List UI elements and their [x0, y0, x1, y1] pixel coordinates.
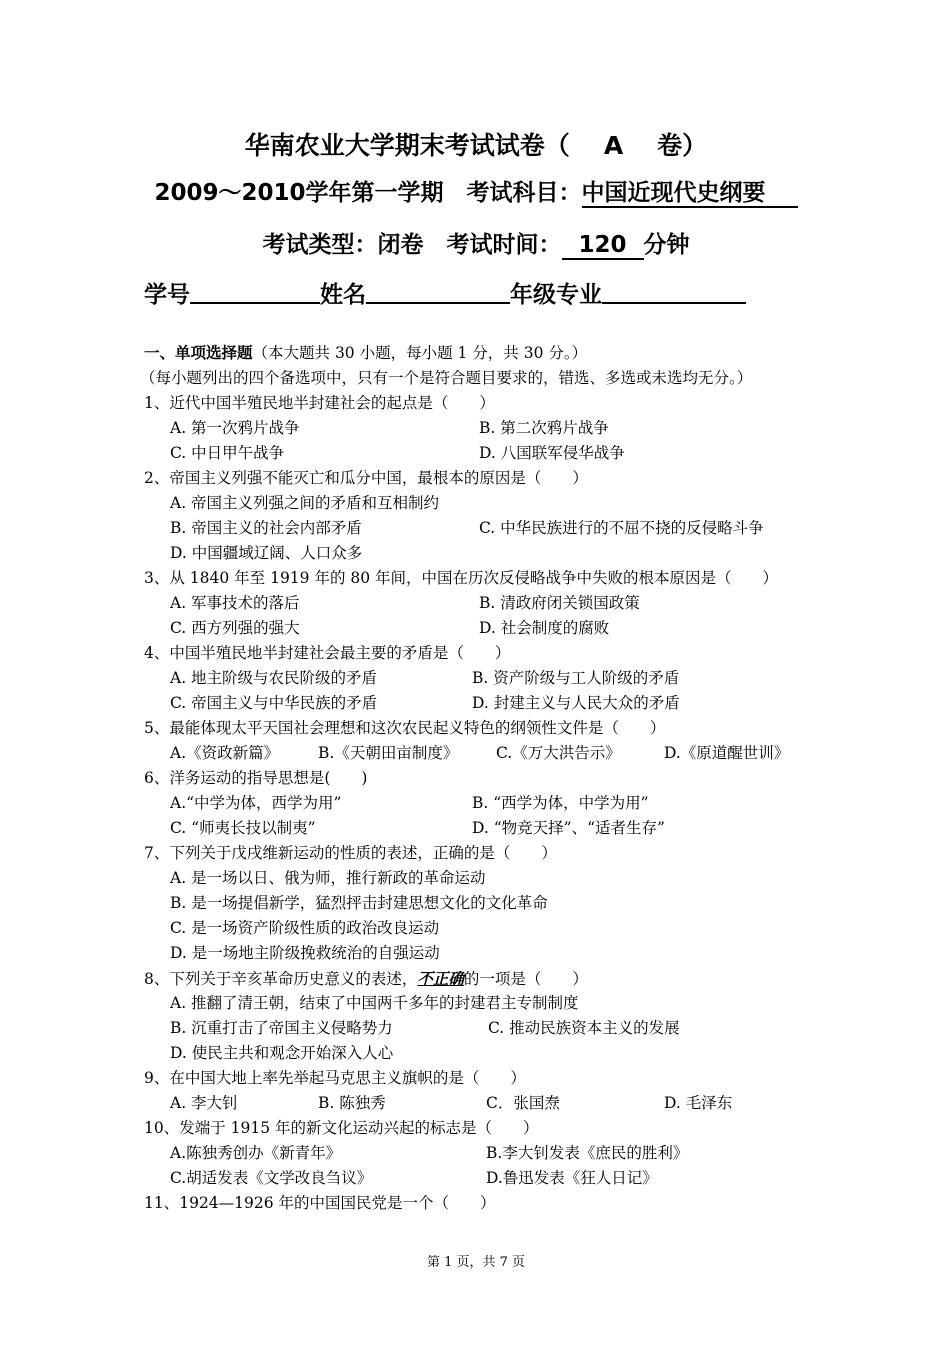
option-d: D.《原道醒世训》 — [664, 744, 790, 762]
exam-title — [0, 126, 952, 162]
option-c: C. 帝国主义与中华民族的矛盾 — [170, 694, 378, 712]
option-c: C. 中华民族进行的不屈不挠的反侵略斗争 — [479, 519, 764, 537]
time-unit: 分钟 — [643, 232, 690, 258]
option-a: A. 地主阶级与农民阶级的矛盾 — [170, 669, 378, 687]
question-stem: 11、1924—1926 年的中国国民党是一个（ ） — [144, 1194, 496, 1212]
section-heading — [144, 341, 587, 366]
option-d: D. 是一场地主阶级挽救统治的自强运动 — [170, 944, 440, 962]
option-d: D. 使民主共和观念开始深入人心 — [170, 1044, 394, 1062]
option-b: B. 是一场提倡新学，猛烈抨击封建思想文化的文化革命 — [170, 894, 548, 912]
term: 2009～2010学年第一学期 — [154, 180, 444, 206]
student-id-label: 学号 — [144, 282, 190, 308]
page-number: 第 1 页，共 7 页 — [426, 1255, 526, 1270]
subject-label: 考试科目： — [466, 180, 582, 206]
option-b: B.《天朝田亩制度》 — [318, 744, 459, 762]
option-a: A. 军事技术的落后 — [170, 594, 300, 612]
title-right: 卷） — [657, 131, 708, 160]
option-a: A. 推翻了清王朝，结束了中国两千多年的封建君主专制制度 — [170, 994, 579, 1012]
section-instructions: （每小题列出的四个备选项中，只有一个是符合题目要求的，错选、多选或未选均无分。） — [140, 369, 753, 387]
option-b: B. 第二次鸦片战争 — [479, 419, 609, 437]
term-subject-line — [0, 174, 952, 208]
question-stem: 7、下列关于戊戌维新运动的性质的表述，正确的是（ ） — [144, 844, 557, 862]
stem-text: 的一项是（ ） — [463, 970, 588, 988]
option-b: B.李大钊发表《庶民的胜利》 — [486, 1144, 689, 1162]
question-stem: 1、近代中国半殖民地半封建社会的起点是（ ） — [144, 394, 495, 412]
question-stem: 10、发端于 1915 年的新文化运动兴起的标志是（ ） — [144, 1119, 539, 1137]
section-note: （本大题共 30 小题，每小题 1 分，共 30 分。） — [252, 344, 588, 362]
option-d: D. 八国联军侵华战争 — [479, 444, 625, 462]
option-c: C. 推动民族资本主义的发展 — [488, 1019, 680, 1037]
option-d: D. 社会制度的腐败 — [479, 619, 610, 637]
question-stem: 9、在中国大地上率先举起马克思主义旗帜的是（ ） — [144, 1069, 526, 1087]
question-stem: 4、中国半殖民地半封建社会最主要的矛盾是（ ） — [144, 644, 511, 662]
option-a: A.陈独秀创办《新青年》 — [170, 1144, 342, 1162]
question-stem: 6、洋务运动的指导思想是( ) — [144, 769, 368, 787]
option-b: B. 沉重打击了帝国主义侵略势力 — [170, 1019, 393, 1037]
emphasis-not-correct: 不正确 — [417, 969, 464, 988]
option-c: C. “师夷长技以制夷” — [170, 819, 316, 837]
option-c: C. 中日甲午战争 — [170, 444, 285, 462]
paper-version: A — [603, 131, 624, 160]
question-stem — [144, 966, 588, 992]
option-b: B. 资产阶级与工人阶级的矛盾 — [472, 669, 680, 687]
option-c: C.《万大洪告示》 — [496, 744, 621, 762]
student-id-blank[interactable] — [190, 278, 320, 304]
student-info-fields — [144, 276, 746, 309]
option-c: C.胡适发表《文学改良刍议》 — [170, 1169, 373, 1187]
question-stem: 2、帝国主义列强不能灭亡和瓜分中国，最根本的原因是（ ） — [144, 469, 588, 487]
option-a: A. 帝国主义列强之间的矛盾和互相制约 — [170, 494, 440, 512]
option-c: C．张国焘 — [486, 1094, 560, 1112]
option-c: C. 西方列强的强大 — [170, 619, 300, 637]
name-label: 姓名 — [320, 282, 366, 308]
option-a: A.《资政新篇》 — [170, 744, 280, 762]
grade-major-blank[interactable] — [602, 278, 746, 304]
name-blank[interactable] — [366, 278, 510, 304]
option-a: A. 是一场以日、俄为师，推行新政的革命运动 — [170, 869, 486, 887]
option-d: D. 封建主义与人民大众的矛盾 — [472, 694, 680, 712]
stem-text: 8、下列关于辛亥革命历史意义的表述， — [144, 970, 418, 988]
subject: 中国近现代史纲要 — [582, 180, 798, 208]
exam-type-time-line — [0, 226, 952, 260]
option-a: A. 李大钊 — [170, 1094, 238, 1112]
option-a: A. 第一次鸦片战争 — [170, 419, 300, 437]
option-d: D. 中国疆域辽阔、人口众多 — [170, 544, 363, 562]
section-title: 一、单项选择题 — [144, 344, 253, 362]
option-d: D.鲁迅发表《狂人日记》 — [486, 1169, 658, 1187]
title-left: 华南农业大学期末考试试卷（ — [244, 131, 570, 160]
option-b: B. “西学为体，中学为用” — [472, 794, 649, 812]
option-a: A.“中学为体，西学为用” — [170, 794, 342, 812]
grade-major-label: 年级专业 — [510, 282, 602, 308]
exam-type: 考试类型：闭卷 — [262, 232, 424, 258]
option-c: C. 是一场资产阶级性质的政治改良运动 — [170, 919, 440, 937]
time-label: 考试时间： — [446, 232, 562, 258]
option-d: D. “物竞天择”、“适者生存” — [472, 819, 665, 837]
option-d: D. 毛泽东 — [664, 1094, 733, 1112]
question-stem: 3、从 1840 年至 1919 年的 80 年间，中国在历次反侵略战争中失败的根本原因是（ ） — [144, 569, 779, 587]
option-b: B. 帝国主义的社会内部矛盾 — [170, 519, 362, 537]
time-value: 120 — [562, 232, 644, 260]
option-b: B. 清政府闭关锁国政策 — [479, 594, 640, 612]
question-stem: 5、最能体现太平天国社会理想和这次农民起义特色的纲领性文件是（ ） — [144, 719, 666, 737]
option-b: B. 陈独秀 — [318, 1094, 386, 1112]
